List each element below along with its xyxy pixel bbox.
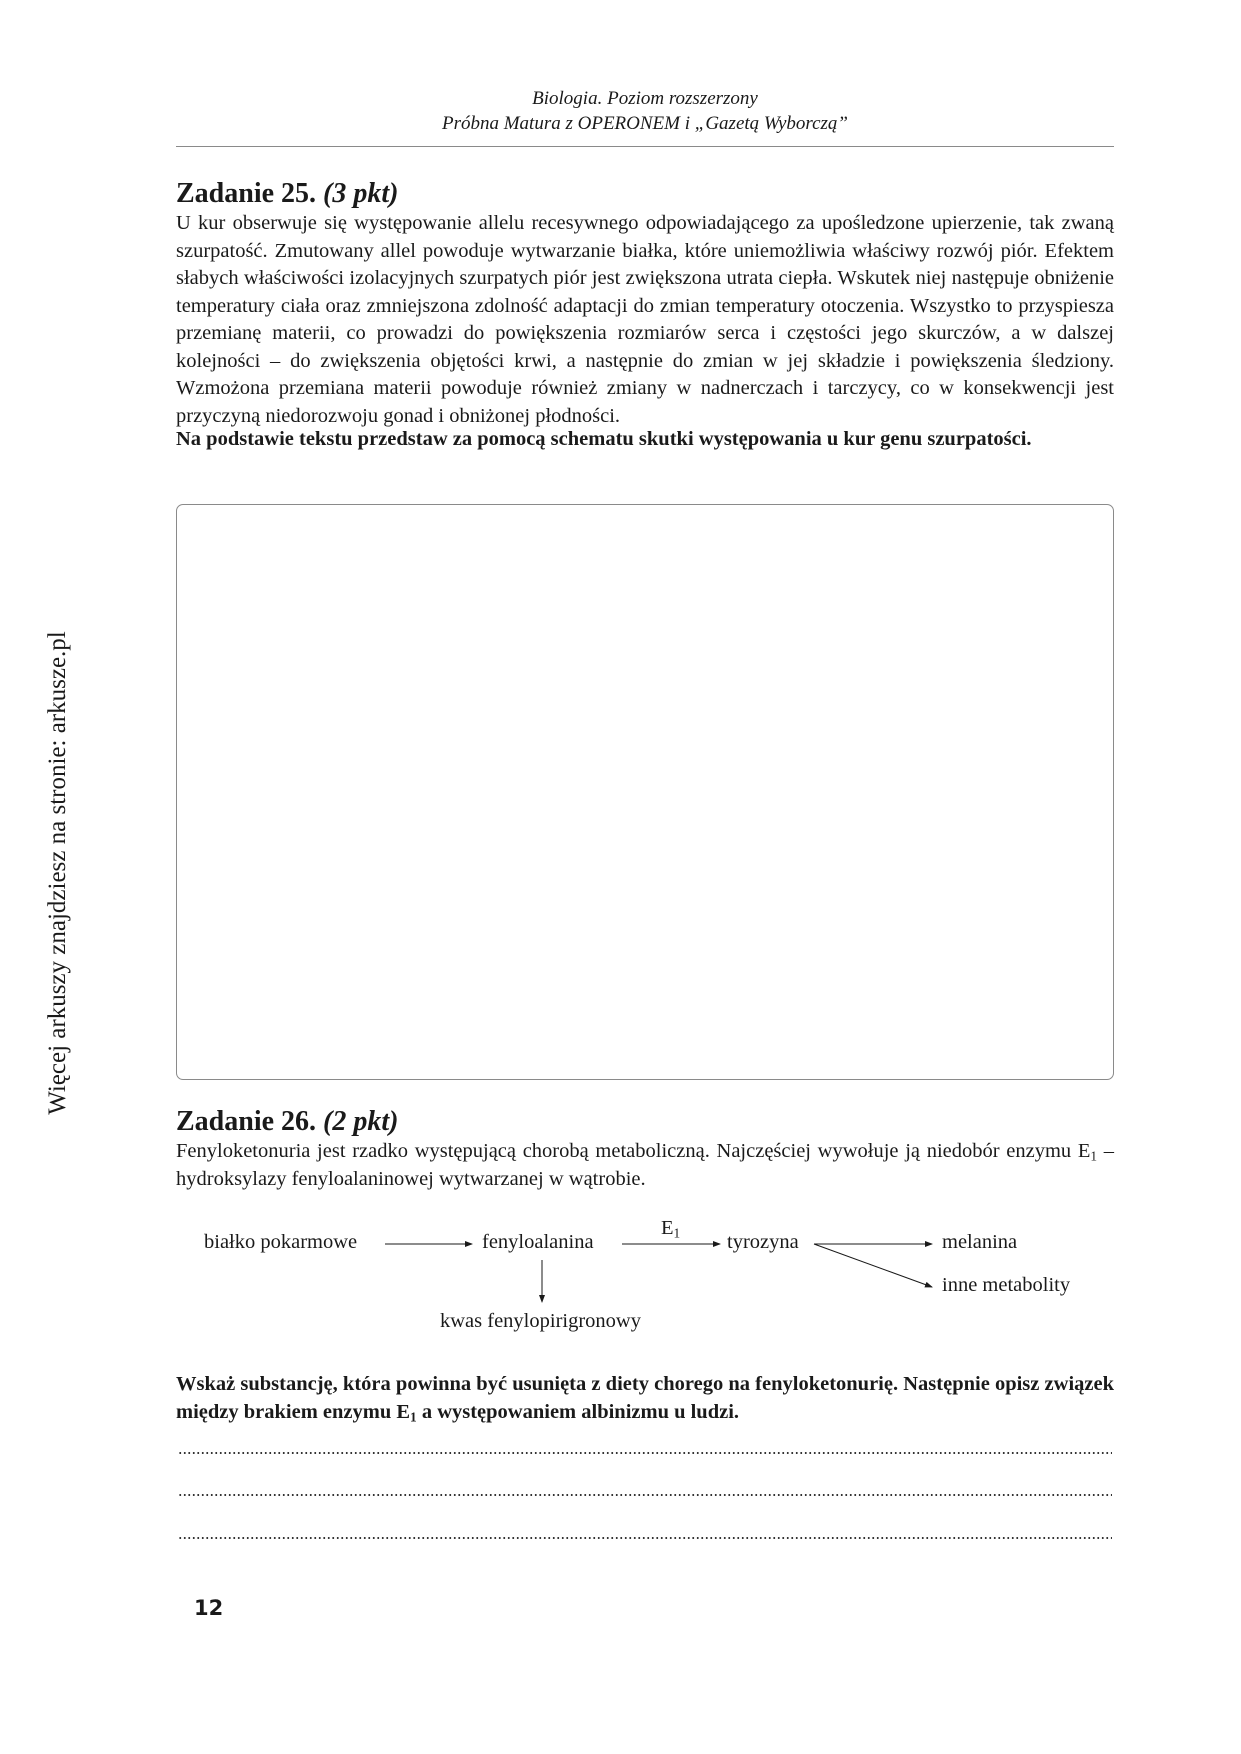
- task26-text-sub: 1: [1090, 1148, 1098, 1164]
- task25-number: Zadanie 25.: [176, 178, 317, 209]
- header-exam: Próbna Matura z OPERONEM i „Gazetą Wyborczą”: [441, 113, 849, 134]
- label-enzyme-e1: [661, 1216, 680, 1240]
- label-enzyme-letter: E: [661, 1217, 674, 1239]
- page-number: 12: [194, 1596, 224, 1620]
- task26-number: Zadanie 26.: [176, 1106, 317, 1137]
- label-melanina: melanina: [942, 1231, 1018, 1253]
- header-subject: Biologia. Poziom rozszerzony: [532, 88, 758, 109]
- task26-text-part1: Fenyloketonuria jest rzadko występującą chorobą metaboliczną. Najczęściej wywołuje ją niedobór enzymu E: [176, 1140, 1091, 1162]
- label-tyrozyna: tyrozyna: [727, 1231, 799, 1253]
- task26-points: (2 pkt): [323, 1106, 399, 1137]
- label-kwas-fenylopirigronowy: kwas fenylopirigronowy: [440, 1310, 641, 1332]
- task25-instruction: Na podstawie tekstu przedstaw za pomocą schematu skutki występowania u kur genu szurpatości.: [176, 428, 1032, 450]
- task26-instruction-sub: 1: [410, 1408, 417, 1424]
- answer-line-3[interactable]: [178, 1536, 1112, 1540]
- task26-instruction: [176, 1371, 1114, 1426]
- answer-line-2[interactable]: [178, 1493, 1112, 1497]
- arrow-tyrozyna-inne: [814, 1244, 932, 1287]
- task26-text-part2: – hydroksylazy fenyloalaninowej wytwarzanej w wątrobie.: [176, 1140, 1114, 1190]
- task26-instruction-part1: Wskaż substancję, która powinna być usunięta z diety chorego na fenyloketonurię. Następnie opisz związek między brakiem enzymu E: [176, 1373, 1114, 1423]
- task25-text: U kur obserwuje się występowanie allelu recesywnego odpowiadającego za upośledzone upierzenie, tak zwaną szurpatość. Zmutowany allel powoduje wytwarzanie białka, które uniemożliwia właściwy rozwój piór. Efektem słabych właściwości izolacyjnych szurpatych piór jest zwiększona utrata ciepła. Wskutek niej następuje obniżenie temperatury ciała oraz zmniejszona zdolność adaptacji do zmian temperatury otoczenia. Wszystko to przyspiesza przemianę materii, co prowadzi do powiększenia rozmiarów serca i częstości jego skurczów, a w dalszej kolejności – do zwiększenia objętości krwi, a następnie do zmian w jej składzie i powiększenia śledziony. Wzmożona przemiana materii powoduje również zmiany w nadnerczach i tarczycy, co w konsekwencji jest przyczyną niedorozwoju gonad i obniżonej płodności.: [176, 212, 1114, 427]
- label-enzyme-sub: 1: [673, 1225, 681, 1241]
- side-note-text: Więcej arkuszy znajdziesz na stronie: arkusze.pl: [44, 631, 71, 1115]
- task25-points: (3 pkt): [323, 178, 399, 209]
- label-fenyloalanina: fenyloalanina: [482, 1231, 594, 1253]
- label-inne-metabolity: inne metabolity: [942, 1274, 1071, 1296]
- task26-instruction-part2: a występowaniem albinizmu u ludzi.: [416, 1400, 740, 1423]
- label-bialko-pokarmowe: białko pokarmowe: [204, 1231, 358, 1253]
- answer-line-1[interactable]: [178, 1451, 1112, 1455]
